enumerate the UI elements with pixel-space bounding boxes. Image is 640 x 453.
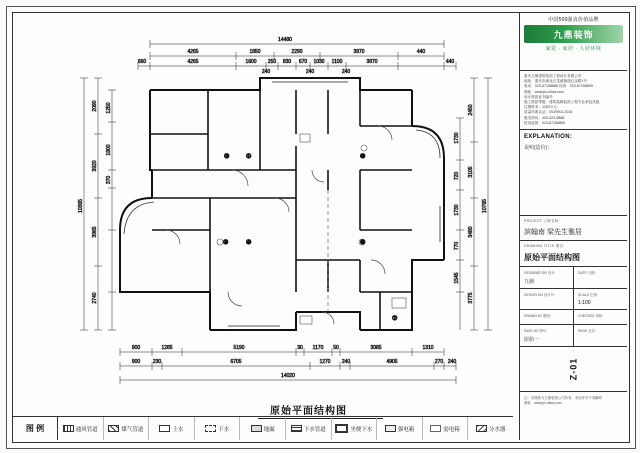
project-value: 滨翰南 梁先生雅居 [524,229,582,237]
dim-left-overall: 10365 [78,199,84,213]
svg-text:5190: 5190 [233,345,245,351]
svg-text:1270: 1270 [319,359,331,365]
legend-item-label: 分水器 [488,426,506,433]
svg-text:770: 770 [454,241,460,251]
meta-row-4 [520,325,627,347]
company-info-1: 施工资质等级：建筑装修装饰工程专业承包贰级 [524,100,600,105]
svg-text:3480: 3480 [468,226,474,238]
drain-swatch-icon [205,425,216,432]
svg-text:2290: 2290 [291,49,303,55]
project-section [520,216,627,241]
weak-current-box-swatch-icon [430,425,441,432]
legend-item-weak-current-box [423,417,469,440]
svg-text:①: ① [246,154,252,160]
floor-plan-svg [60,30,510,400]
meta-cell-designno [520,289,573,309]
legend-title: 图 例 [13,417,58,440]
drawing-title-value: 原始平面结构图 [524,253,580,263]
meta-value: 原始一 [524,337,540,344]
legend-item-label: 弱电箱 [443,426,460,433]
svg-text:3870: 3870 [353,49,365,55]
svg-text:900: 900 [131,359,141,365]
svg-text:1310: 1310 [422,345,434,351]
svg-text:440: 440 [416,49,426,55]
drawing-caption: 原始平面结构图 [270,406,347,417]
svg-text:3920: 3920 [92,160,98,172]
legend-item-drain-pipe [286,417,332,440]
legend-item-supply-water [149,417,195,440]
legend-item-label: 煤气管道 [121,426,144,433]
meta-row-3 [520,310,627,325]
contact-line-3: 网址：www.jd-china.com [524,89,564,94]
svg-text:3870: 3870 [366,59,378,65]
svg-text:⑤: ⑤ [360,154,366,160]
meta-label: DESIGN NO 设计号: [524,293,556,298]
svg-text:30: 30 [297,345,303,351]
sheet-code-section [520,347,627,392]
company-info-0: 设计资质证书编号： [524,94,557,99]
svg-text:440: 440 [445,59,455,65]
legend-items [58,417,513,440]
sheet-code: Z-01 [568,357,579,381]
drawing-title-label: DRAWING TITLE 图名: [524,244,565,249]
legend-item-label: 下水管道 [303,426,326,433]
svg-text:1545: 1545 [454,272,460,284]
drain-pipe-swatch-icon [291,425,302,432]
legend-item-toilet-drain [332,417,378,440]
meta-cell-scale [573,289,627,309]
legend-item-power-box [377,417,423,440]
svg-text:1170: 1170 [312,345,324,351]
svg-text:4905: 4905 [386,359,398,365]
meta-value: 1:100 [578,300,591,307]
title-block-footer [520,392,627,410]
company-info-5: 投诉监督：023-67158800 [524,120,566,125]
meta-label: DESIGNED BY 设计: [524,271,556,276]
svg-text:2450: 2450 [468,104,474,116]
svg-text:6705: 6705 [230,359,242,365]
svg-text:1250: 1250 [106,102,112,114]
svg-text:⑦: ⑦ [392,316,398,322]
svg-text:370: 370 [106,175,112,185]
power-box-swatch-icon [385,425,396,432]
floor-plan-drawing [60,30,510,417]
svg-text:240: 240 [341,69,351,75]
company-info-4: 服务热线：400-023-9888 [524,115,565,120]
svg-text:720: 720 [454,171,460,181]
svg-text:③: ③ [223,240,229,246]
company-logo: 九鼎装饰 [524,25,623,43]
svg-text:1730: 1730 [454,132,460,144]
svg-text:830: 830 [282,59,292,65]
meta-cell-checked [573,310,627,324]
legend-item-label: 强电箱 [397,426,415,433]
legend-item-label: 通风管道 [75,426,98,433]
svg-text:⑥: ⑥ [360,240,366,246]
svg-text:1600: 1600 [245,59,257,65]
svg-text:2090: 2090 [92,100,98,112]
svg-text:4265: 4265 [187,59,199,65]
svg-text:240: 240 [305,69,315,75]
svg-text:1730: 1730 [454,204,460,216]
legend-item-label: 上水 [172,426,184,433]
legend-item-floor-drain [240,417,286,440]
gas-swatch-icon [108,425,119,432]
meta-cell-date [573,267,627,288]
svg-text:4265: 4265 [187,49,199,55]
contact-line-0: 重庆九鼎建筑装饰工程设计有限公司 [524,74,582,78]
drawing-title-section [520,241,627,267]
contact-line-1: 地址：重庆市渝北区龙溪街道红金路1号 [524,79,588,84]
dim-bottom-overall: 14020 [281,373,295,379]
meta-label: PAGE 页次: [578,329,596,334]
svg-text:240: 240 [447,359,457,365]
footer-line-1: 网址：www.jd-china.com [524,401,562,406]
meta-label: CHECKED 审核: [578,314,604,319]
manifold-swatch-icon [476,425,487,432]
svg-text:2740: 2740 [92,292,98,304]
meta-row-1 [520,267,627,289]
svg-text:1850: 1850 [249,49,261,55]
svg-text:50: 50 [333,345,339,351]
company-info-3: 质量体系认证：ISO9001:2015 [524,110,573,115]
svg-text:3085: 3085 [370,345,382,351]
legend-bar [13,416,513,440]
svg-text:1030: 1030 [313,59,325,65]
svg-text:3775: 3775 [468,292,474,304]
legend-item-gas [104,417,150,440]
svg-text:④: ④ [246,240,252,246]
meta-cell-designed [520,267,573,288]
svg-text:240: 240 [341,359,351,365]
meta-cell-page [573,325,627,346]
svg-text:270: 270 [434,359,444,365]
supply-water-swatch-icon [159,425,170,432]
svg-text:1100: 1100 [331,59,343,65]
svg-text:1285: 1285 [161,345,173,351]
toilet-drain-swatch-icon [335,424,348,433]
legend-item-label: 地漏 [263,426,275,433]
explanation-body: 说明(造价)： [524,145,553,152]
company-contact [520,71,627,130]
legend-item-ventilation [58,417,104,440]
svg-text:3105: 3105 [468,166,474,178]
footer-line-0: 注：本图纸为九鼎装饰公司所有，未经许可不得翻印 [524,396,602,401]
meta-label: DWG NO 图号: [524,329,547,334]
legend-item-label: 坐便下水 [350,426,373,433]
svg-text:1800: 1800 [106,144,112,156]
title-block [519,13,627,440]
legend-item-drain [195,417,241,440]
meta-row-2 [520,289,627,310]
ventilation-swatch-icon [63,425,74,432]
meta-value: 九鼎 [524,279,535,286]
legend-item-label: 下水 [218,426,230,433]
dim-right-overall: 10765 [482,199,488,213]
meta-label: DRAWN BY 制图: [524,314,551,319]
brand-line: 中国500强真价值品牌 [548,17,599,23]
svg-text:900: 900 [131,345,141,351]
company-logo-area [520,13,627,71]
meta-label: DATE 日期: [578,271,596,276]
svg-text:660: 660 [137,59,147,65]
explanation-section [520,130,627,216]
project-label: PROJECT 工程名称: [524,219,560,224]
dim-top-overall: 14480 [278,37,292,43]
svg-text:250: 250 [267,59,277,65]
svg-text:240: 240 [261,69,271,75]
room-mark: ② [224,154,230,160]
svg-text:670: 670 [298,59,308,65]
company-slogan: 家装 · 家居 · 人居环境 [545,46,602,52]
meta-label: SCALE 比例: [578,293,598,298]
explanation-label: EXPLANATION: [524,134,573,141]
floor-drain-swatch-icon [251,425,262,432]
svg-text:230: 230 [152,359,162,365]
meta-cell-dwgno [520,325,573,346]
legend-item-manifold [468,417,513,440]
meta-cell-drawn [520,310,573,324]
contact-line-2: 电话：023-67158888 传真：023-67158899 [524,84,593,89]
svg-text:3965: 3965 [92,226,98,238]
company-info-2: 注册资本：1200万元 [524,105,558,110]
